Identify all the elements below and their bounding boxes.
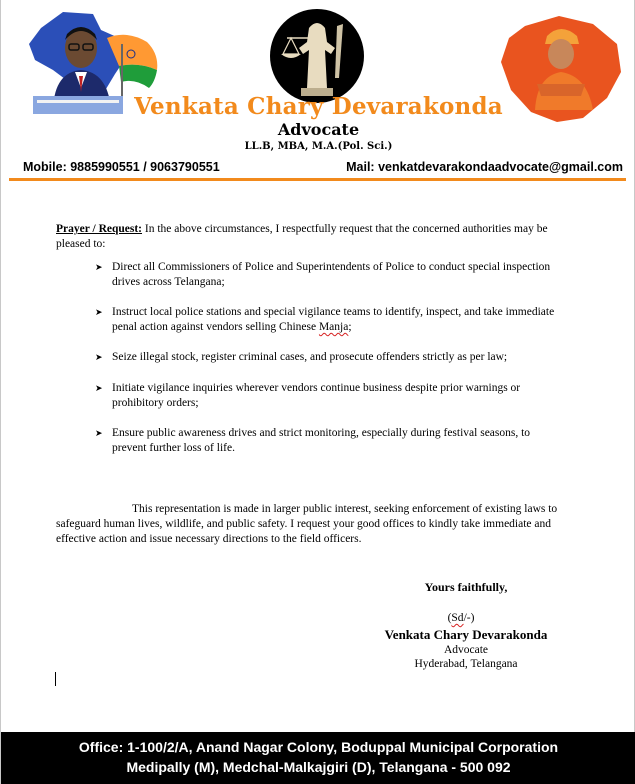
list-item: ➤ Seize illegal stock, register criminal cases, and prosecute offenders strictly as per law;: [95, 351, 508, 363]
signatory-name: Venkata Chary Devarakonda: [384, 627, 548, 642]
office-address-footer: [1, 732, 635, 784]
arrow-bullet-icon: ➤: [95, 383, 103, 393]
signatory-designation: Advocate: [443, 644, 489, 656]
arrow-bullet-icon: ➤: [95, 262, 103, 272]
signed-mark: (Sd/-): [447, 612, 475, 624]
mobile-number: Mobile: 9885990551 / 9063790551: [23, 160, 220, 174]
closing-paragraph: This representation is made in larger public interest, seeking enforcement of existing laws to safeguard human lives, wildlife, and public safety. I request your good offices to kindly take immediate and effective action and issue necessary directions to the field officers.: [56, 503, 558, 545]
prayer-text: In the above circumstances, I respectfully request that the concerned authorities may be pleased to:: [56, 223, 548, 250]
footer-line-2: Medipally (M), Medchal-Malkajgiri (D), Telangana - 500 092: [126, 759, 511, 775]
letterhead-role: Advocate: [277, 120, 360, 139]
closing-salutation: Yours faithfully,: [424, 580, 508, 594]
arrow-bullet-icon: ➤: [95, 428, 103, 438]
list-item: ➤ Instruct local police stations and special vigilance teams to identify, inspect, and take immediate penal action against vendors selling Chinese Manja;: [95, 306, 555, 333]
request-list: [95, 260, 565, 456]
footer-line-1: Office: 1-100/2/A, Anand Nagar Colony, Boduppal Municipal Corporation: [78, 739, 559, 755]
letterhead-divider: [9, 178, 626, 181]
arrow-bullet-icon: ➤: [95, 307, 103, 317]
signatory-location: Hyderabad, Telangana: [414, 658, 518, 670]
letterhead-qualifications: LL.B, MBA, M.A.(Pol. Sci.): [244, 141, 393, 152]
spellcheck-word: Manja: [318, 321, 349, 333]
text-cursor[interactable]: [55, 672, 56, 686]
prayer-label: Prayer / Request:: [56, 223, 143, 235]
lady-justice-emblem: [269, 8, 365, 104]
email-address: Mail: venkatdevarakondaadvocate@gmail.com: [346, 160, 623, 174]
prayer-paragraph: [56, 222, 572, 252]
arrow-bullet-icon: ➤: [95, 352, 103, 362]
letterhead-name: Venkata Chary Devarakonda: [134, 93, 503, 120]
list-item: ➤ Initiate vigilance inquiries wherever vendors continue business despite prior warnings or prohibitory orders;: [95, 382, 521, 409]
list-item: ➤ Ensure public awareness drives and strict monitoring, especially during festival seasons, to prevent further loss of life.: [95, 427, 531, 454]
list-item: ➤ Direct all Commissioners of Police and Superintendents of Police to conduct special inspection drives across Telangana;: [95, 261, 551, 288]
